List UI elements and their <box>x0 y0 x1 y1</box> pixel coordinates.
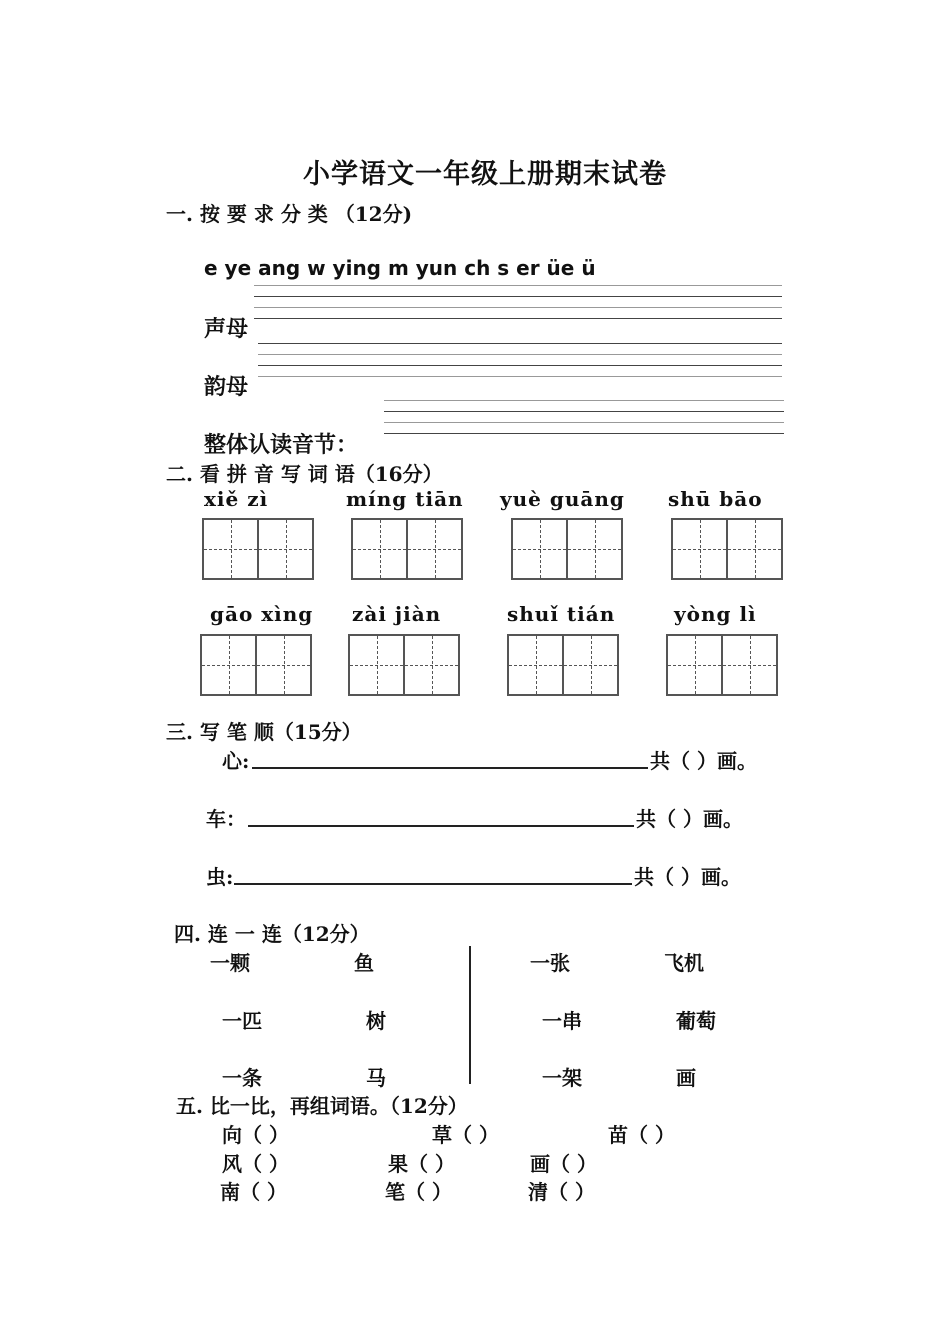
measure-word[interactable]: 一架 <box>542 1066 582 1090</box>
stroke-count: 共（ ）画。 <box>650 749 757 773</box>
word-blank[interactable]: 风（ ） <box>222 1152 289 1176</box>
noun-word[interactable]: 葡萄 <box>676 1009 716 1033</box>
noun-word[interactable]: 马 <box>366 1066 386 1090</box>
yunmu-answer-lines[interactable] <box>258 343 782 387</box>
noun-word[interactable]: 飞机 <box>664 951 704 975</box>
noun-word[interactable]: 鱼 <box>354 951 374 975</box>
section-2-heading: 二. 看 拼 音 写 词 语（16分） <box>166 462 443 486</box>
zhengti-answer-lines[interactable] <box>384 400 784 444</box>
word-blank[interactable]: 苗（ ） <box>608 1123 675 1147</box>
pinyin-list: e ye ang w ying m yun ch s er üe ü <box>204 256 596 280</box>
measure-word[interactable]: 一串 <box>542 1009 582 1033</box>
yunmu-label: 韵母 <box>204 374 249 400</box>
word-blank[interactable]: 清（ ） <box>528 1180 595 1204</box>
word-blank[interactable]: 笔（ ） <box>385 1180 452 1204</box>
measure-word[interactable]: 一张 <box>530 951 570 975</box>
shengmu-label: 声母 <box>204 316 249 342</box>
word-blank[interactable]: 向（ ） <box>222 1123 289 1147</box>
word-blank[interactable]: 草（ ） <box>432 1123 499 1147</box>
word-blank[interactable]: 果（ ） <box>388 1152 455 1176</box>
stroke-char: 心: <box>222 749 250 773</box>
word-blank[interactable]: 画（ ） <box>530 1152 597 1176</box>
noun-word[interactable]: 树 <box>366 1009 386 1033</box>
section-4-heading: 四. 连 一 连（12分） <box>174 922 370 946</box>
measure-word[interactable]: 一颗 <box>210 951 250 975</box>
stroke-answer-line[interactable] <box>252 767 648 769</box>
tianzige-box[interactable] <box>507 634 619 696</box>
stroke-count: 共（ ）画。 <box>636 807 743 831</box>
tianzige-box[interactable] <box>200 634 312 696</box>
tianzige-box[interactable] <box>351 518 463 580</box>
stroke-answer-line[interactable] <box>234 883 632 885</box>
section-5-heading: 五. 比一比，再组词语。（12分） <box>176 1094 468 1118</box>
section-3-heading: 三. 写 笔 顺（15分） <box>166 720 362 744</box>
stroke-count: 共（ ）画。 <box>634 865 741 889</box>
tianzige-box[interactable] <box>511 518 623 580</box>
pinyin-item: yòng lì <box>674 602 757 626</box>
shengmu-answer-lines[interactable] <box>254 285 782 329</box>
section-1-heading: 一. 按 要 求 分 类 （12分) <box>166 202 413 226</box>
word-blank[interactable]: 南（ ） <box>220 1180 287 1204</box>
pinyin-item: shuǐ tián <box>507 602 616 626</box>
zhengti-label: 整体认读音节： <box>204 432 359 458</box>
tianzige-box[interactable] <box>671 518 783 580</box>
stroke-char: 虫: <box>206 865 234 889</box>
tianzige-box[interactable] <box>666 634 778 696</box>
tianzige-box[interactable] <box>202 518 314 580</box>
pinyin-item: zài jiàn <box>352 602 442 626</box>
page-title: 小学语文一年级上册期末试卷 <box>303 159 667 190</box>
stroke-answer-line[interactable] <box>248 825 634 827</box>
pinyin-item: míng tiān <box>346 487 464 511</box>
pinyin-item: xiě zì <box>204 487 269 511</box>
pinyin-item: gāo xìng <box>210 602 314 626</box>
stroke-char: 车： <box>206 807 246 831</box>
noun-word[interactable]: 画 <box>676 1066 696 1090</box>
tianzige-box[interactable] <box>348 634 460 696</box>
pinyin-item: yuè guāng <box>500 487 625 511</box>
pinyin-item: shū bāo <box>668 487 763 511</box>
measure-word[interactable]: 一条 <box>222 1066 262 1090</box>
measure-word[interactable]: 一匹 <box>222 1009 262 1033</box>
column-divider <box>469 946 471 1084</box>
